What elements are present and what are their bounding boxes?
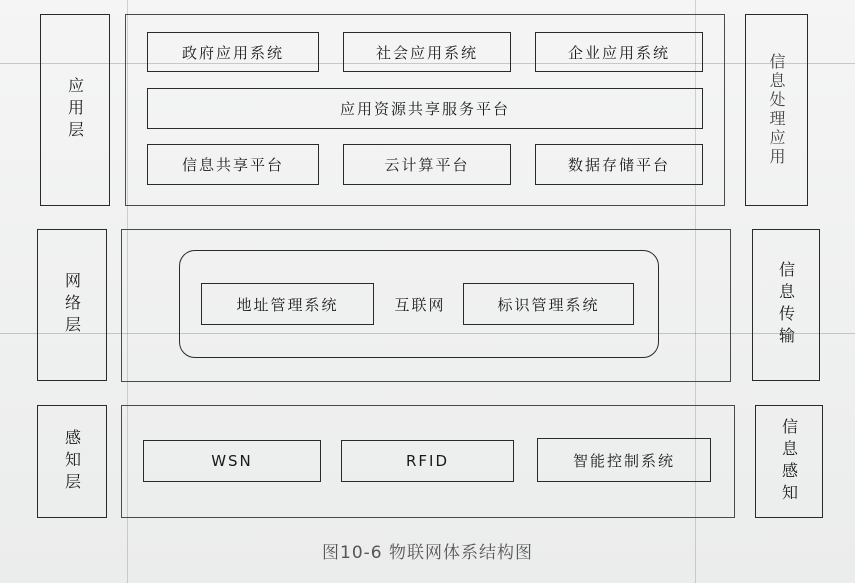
smart-control-system-box: [537, 438, 711, 482]
box-label: 智能控制系统: [572, 451, 675, 470]
right-label-text: 信息传输: [776, 261, 796, 349]
box-label: WSN: [211, 452, 253, 470]
layer-label-perception: [37, 405, 107, 518]
box-label: 云计算平台: [384, 156, 470, 174]
data-storage-platform-box: [535, 144, 703, 185]
box-label: 社会应用系统: [375, 43, 478, 62]
wsn-box: [143, 440, 321, 482]
rfid-box: [341, 440, 514, 482]
enterprise-app-system-box: [535, 32, 703, 72]
layer-label-text: 网络层: [62, 272, 82, 338]
right-label-transmission: [752, 229, 820, 381]
right-label-processing: [745, 14, 808, 206]
box-label: 信息共享平台: [181, 156, 284, 174]
box-label: 应用资源共享服务平台: [339, 100, 510, 118]
box-label: 企业应用系统: [567, 43, 670, 62]
box-label: 标识管理系统: [497, 295, 600, 314]
address-management-box: [201, 283, 374, 325]
right-label-text: 信息感知: [779, 417, 799, 506]
box-label: 数据存储平台: [567, 156, 670, 174]
identifier-management-box: [463, 283, 634, 325]
right-label-text: 信息处理应用: [767, 53, 786, 167]
box-label: 互联网: [394, 295, 446, 314]
info-sharing-platform-box: [147, 144, 319, 185]
gov-app-system-box: [147, 32, 319, 72]
layer-label-text: 应用层: [65, 77, 85, 143]
cloud-computing-platform-box: [343, 144, 511, 185]
box-label: RFID: [405, 452, 450, 470]
layer-label-network: [37, 229, 107, 381]
shared-service-platform-box: [147, 88, 703, 129]
right-label-sensing: [755, 405, 823, 518]
internet-label: [378, 283, 462, 325]
layer-label-application: [40, 14, 110, 206]
layer-label-text: 感知层: [62, 428, 82, 495]
box-label: 地址管理系统: [236, 295, 339, 314]
box-label: 政府应用系统: [181, 43, 284, 62]
figure-caption: 图10-6 物联网体系结构图: [322, 543, 533, 563]
social-app-system-box: [343, 32, 511, 72]
